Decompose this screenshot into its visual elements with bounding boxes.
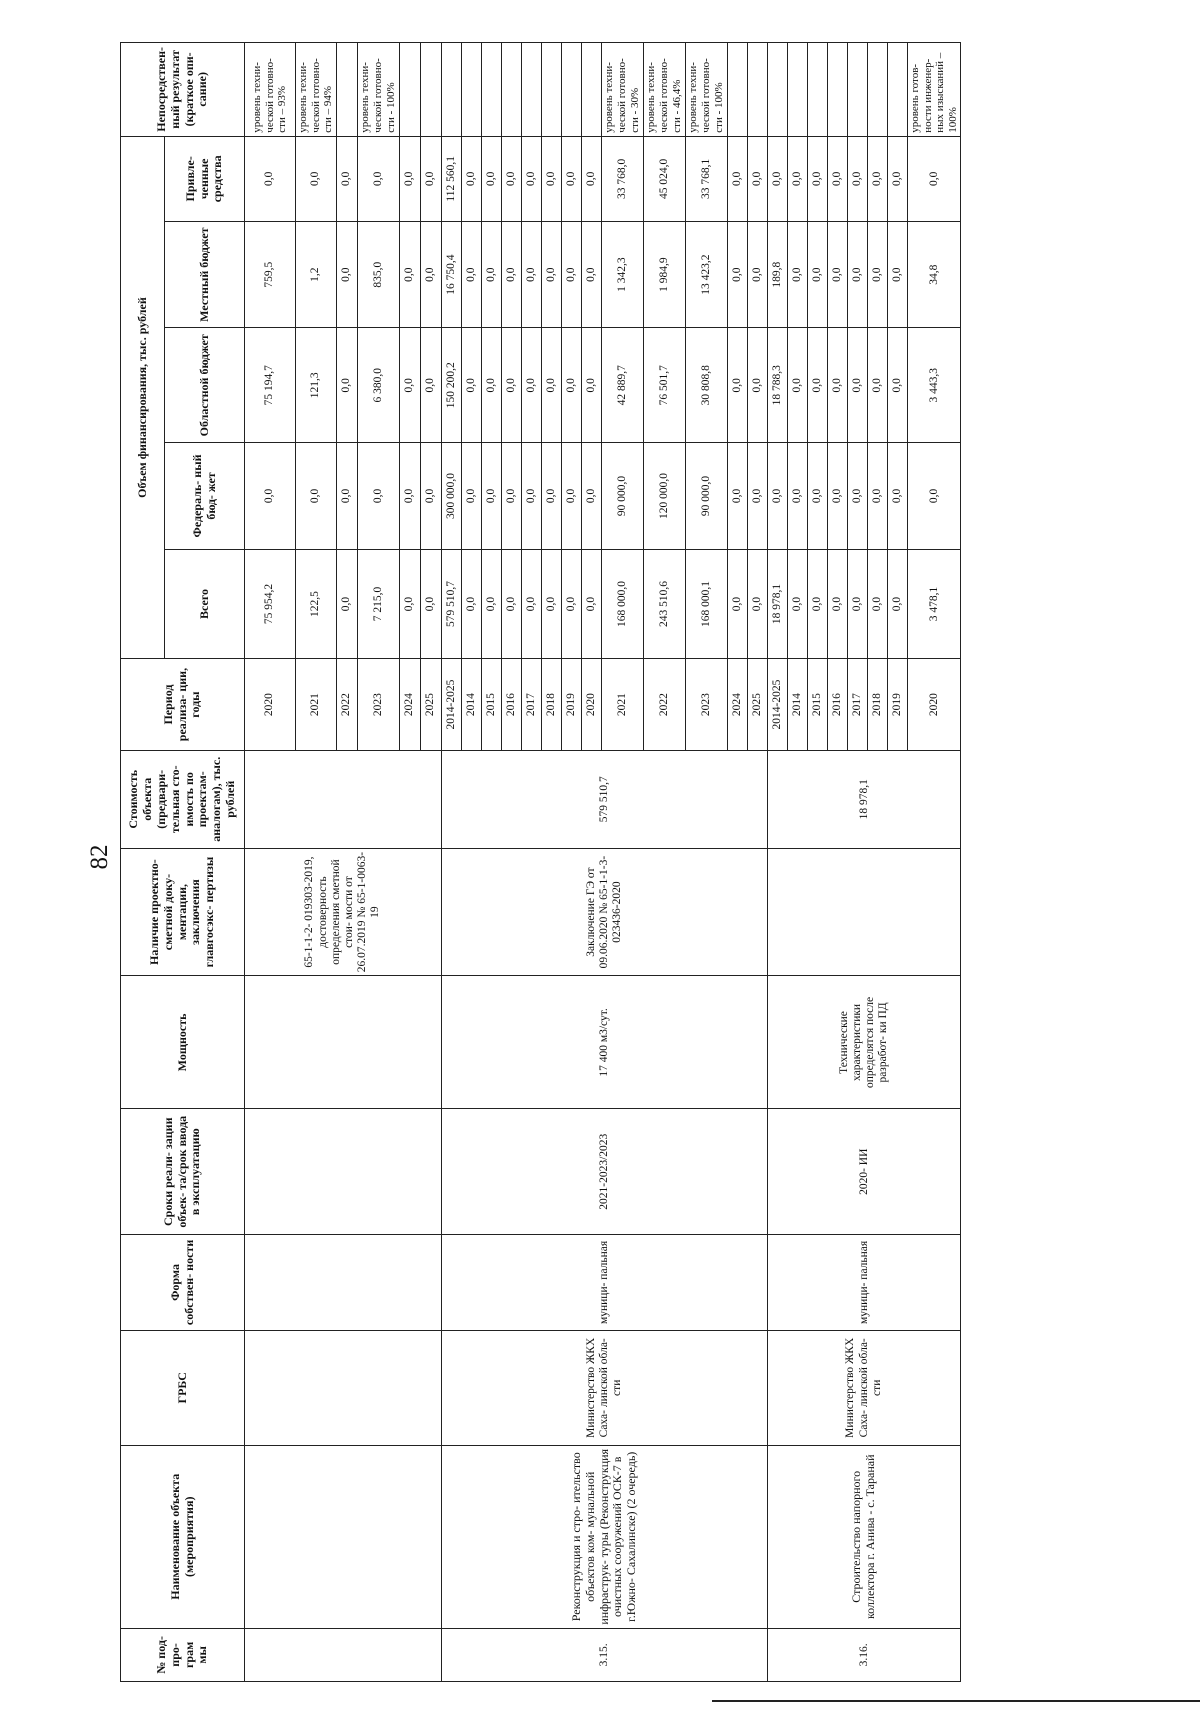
attracted-cell: 0,0 — [336, 136, 357, 221]
attracted-cell: 33 768,1 — [685, 136, 727, 221]
result-cell — [581, 43, 601, 137]
terms-cell: 2021-2023/2023 — [441, 1109, 767, 1235]
federal-cell: 0,0 — [867, 443, 887, 549]
local-cell: 0,0 — [807, 221, 827, 327]
regional-cell: 0,0 — [747, 328, 767, 443]
federal-cell: 0,0 — [336, 443, 357, 549]
result-cell — [461, 43, 481, 137]
period-cell: 2016 — [501, 659, 521, 751]
federal-cell: 0,0 — [727, 443, 747, 549]
grbs-cell: Министерство ЖКХ Саха- линской обла- сти — [441, 1330, 767, 1445]
attracted-cell: 0,0 — [767, 136, 787, 221]
result-cell — [420, 43, 441, 137]
result-cell: уровень готов- ности инженер- ных изысканий – 100% — [907, 43, 961, 137]
attracted-cell: 0,0 — [847, 136, 867, 221]
regional-cell: 0,0 — [501, 328, 521, 443]
federal-cell: 0,0 — [561, 443, 581, 549]
bottom-rule — [712, 1700, 1200, 1702]
total-cell: 0,0 — [501, 549, 521, 659]
attracted-cell: 0,0 — [481, 136, 501, 221]
period-cell: 2020 — [907, 659, 961, 751]
attracted-cell: 0,0 — [747, 136, 767, 221]
table-body — [245, 43, 961, 1682]
regional-cell: 0,0 — [561, 328, 581, 443]
result-cell — [501, 43, 521, 137]
result-cell — [336, 43, 357, 137]
federal-cell: 300 000,0 — [441, 443, 461, 549]
total-cell: 0,0 — [827, 549, 847, 659]
regional-cell: 121,3 — [296, 328, 337, 443]
period-cell: 2017 — [521, 659, 541, 751]
total-cell: 0,0 — [727, 549, 747, 659]
regional-cell: 0,0 — [867, 328, 887, 443]
total-cell: 122,5 — [296, 549, 337, 659]
total-cell: 168 000,0 — [601, 549, 643, 659]
attracted-cell: 0,0 — [521, 136, 541, 221]
federal-cell: 0,0 — [907, 443, 961, 549]
name-cell: Строительство напорного коллектора г. Анива - с. Таранай — [767, 1445, 961, 1628]
grbs-cell — [245, 1330, 442, 1445]
total-cell: 75 954,2 — [245, 549, 296, 659]
attracted-cell: 0,0 — [727, 136, 747, 221]
local-cell: 0,0 — [581, 221, 601, 327]
period-cell: 2024 — [399, 659, 420, 751]
regional-cell: 0,0 — [847, 328, 867, 443]
regional-cell: 0,0 — [541, 328, 561, 443]
result-cell: уровень техни- ческой готовно- сти – 94% — [296, 43, 337, 137]
attracted-cell: 33 768,0 — [601, 136, 643, 221]
num-cell: 3.15. — [441, 1628, 767, 1681]
total-cell: 0,0 — [461, 549, 481, 659]
local-cell: 0,0 — [521, 221, 541, 327]
regional-cell: 0,0 — [827, 328, 847, 443]
regional-cell: 0,0 — [581, 328, 601, 443]
period-cell: 2021 — [601, 659, 643, 751]
attracted-cell: 0,0 — [867, 136, 887, 221]
federal-cell: 0,0 — [481, 443, 501, 549]
result-cell — [867, 43, 887, 137]
regional-cell: 0,0 — [807, 328, 827, 443]
period-cell: 2015 — [807, 659, 827, 751]
federal-cell: 0,0 — [399, 443, 420, 549]
federal-cell: 0,0 — [887, 443, 907, 549]
name-cell: Реконструкция и стро- ительство объектов ком- мунальной инфраструк- туры (Реконструкция очистных сооружений ОСК-7 в г.Южно- Сахалинске) (2 очередь) — [441, 1445, 767, 1628]
attracted-cell: 0,0 — [887, 136, 907, 221]
result-cell — [541, 43, 561, 137]
regional-cell: 18 788,3 — [767, 328, 787, 443]
result-cell — [807, 43, 827, 137]
local-cell: 0,0 — [461, 221, 481, 327]
result-cell — [561, 43, 581, 137]
psd-cell: Заключение ГЭ от 09.06.2020 № 65-1-1-3- 023436-2020 — [441, 848, 767, 976]
result-cell — [787, 43, 807, 137]
attracted-cell: 45 024,0 — [643, 136, 685, 221]
local-cell: 1 984,9 — [643, 221, 685, 327]
federal-cell: 0,0 — [501, 443, 521, 549]
local-cell: 835,0 — [357, 221, 399, 327]
total-cell: 3 478,1 — [907, 549, 961, 659]
header-result: Непосредствен- ный результат (краткое опи- сание) — [121, 43, 245, 137]
ownership-cell: муници- пальная — [767, 1235, 961, 1331]
local-cell: 0,0 — [827, 221, 847, 327]
period-cell: 2020 — [245, 659, 296, 751]
regional-cell: 76 501,7 — [643, 328, 685, 443]
period-cell: 2014-2025 — [767, 659, 787, 751]
header-regional: Областной бюджет — [165, 328, 245, 443]
regional-cell: 42 889,7 — [601, 328, 643, 443]
name-cell — [245, 1445, 442, 1628]
period-cell: 2019 — [887, 659, 907, 751]
result-cell: уровень техни- ческой готовно- сти - 30% — [601, 43, 643, 137]
header-terms: Сроки реали- зации объек- та/срок ввода в эксплуатацию — [121, 1109, 245, 1235]
terms-cell: 2020- ИИ — [767, 1109, 961, 1235]
attracted-cell: 0,0 — [296, 136, 337, 221]
header-grbs: ГРБС — [121, 1330, 245, 1445]
local-cell: 13 423,2 — [685, 221, 727, 327]
header-ownership: Форма собствен- ности — [121, 1235, 245, 1331]
cost-cell: 18 978,1 — [767, 750, 961, 848]
local-cell: 0,0 — [501, 221, 521, 327]
period-cell: 2018 — [541, 659, 561, 751]
federal-cell: 0,0 — [767, 443, 787, 549]
num-cell: 3.16. — [767, 1628, 961, 1681]
header-psd: Наличие проектно- сметной доку- ментации, заключения главгосэкс- пертизы — [121, 848, 245, 976]
capacity-cell: Технические характеристики определятся после разработ- ки ПД — [767, 976, 961, 1109]
regional-cell: 150 200,2 — [441, 328, 461, 443]
terms-cell — [245, 1109, 442, 1235]
local-cell: 0,0 — [561, 221, 581, 327]
attracted-cell: 0,0 — [561, 136, 581, 221]
total-cell: 0,0 — [481, 549, 501, 659]
regional-cell: 30 808,8 — [685, 328, 727, 443]
federal-cell: 0,0 — [747, 443, 767, 549]
federal-cell: 0,0 — [581, 443, 601, 549]
local-cell: 189,8 — [767, 221, 787, 327]
psd-cell — [767, 848, 961, 976]
attracted-cell: 0,0 — [357, 136, 399, 221]
num-cell — [245, 1628, 442, 1681]
period-cell: 2022 — [643, 659, 685, 751]
total-cell: 0,0 — [581, 549, 601, 659]
federal-cell: 0,0 — [521, 443, 541, 549]
period-cell: 2018 — [867, 659, 887, 751]
regional-cell: 0,0 — [521, 328, 541, 443]
total-cell: 0,0 — [336, 549, 357, 659]
attracted-cell: 0,0 — [399, 136, 420, 221]
total-cell: 0,0 — [541, 549, 561, 659]
header-num: № под- про- грам мы — [121, 1628, 245, 1681]
federal-cell: 0,0 — [807, 443, 827, 549]
regional-cell: 0,0 — [336, 328, 357, 443]
attracted-cell: 0,0 — [787, 136, 807, 221]
period-cell: 2014 — [461, 659, 481, 751]
period-cell: 2024 — [727, 659, 747, 751]
attracted-cell: 0,0 — [420, 136, 441, 221]
result-cell — [727, 43, 747, 137]
header-funding: Объем финансирования, тыс. рублей — [121, 136, 165, 659]
local-cell: 0,0 — [887, 221, 907, 327]
result-cell — [887, 43, 907, 137]
federal-cell: 0,0 — [461, 443, 481, 549]
result-cell — [441, 43, 461, 137]
psd-cell: 65-1-1-2- 019303-2019, достоверность определения сметной стои- мости от 26.07.2019 № 65-1-0063-19 — [245, 848, 442, 976]
period-cell: 2025 — [420, 659, 441, 751]
total-cell: 0,0 — [807, 549, 827, 659]
header-name: Наименование объекта (мероприятия) — [121, 1445, 245, 1628]
attracted-cell: 0,0 — [581, 136, 601, 221]
local-cell: 34,8 — [907, 221, 961, 327]
header-period: Период реализа- ции, годы — [121, 659, 245, 751]
header-total: Всего — [165, 549, 245, 659]
attracted-cell: 0,0 — [827, 136, 847, 221]
header-attracted: Привле- ченные средства — [165, 136, 245, 221]
result-cell — [767, 43, 787, 137]
local-cell: 0,0 — [747, 221, 767, 327]
total-cell: 168 000,1 — [685, 549, 727, 659]
period-cell: 2015 — [481, 659, 501, 751]
period-cell: 2021 — [296, 659, 337, 751]
table-header — [121, 43, 245, 1682]
local-cell: 0,0 — [481, 221, 501, 327]
result-cell — [827, 43, 847, 137]
total-cell: 0,0 — [847, 549, 867, 659]
cost-cell — [245, 750, 442, 848]
federal-cell: 90 000,0 — [601, 443, 643, 549]
federal-cell: 120 000,0 — [643, 443, 685, 549]
federal-cell: 0,0 — [245, 443, 296, 549]
period-cell: 2017 — [847, 659, 867, 751]
total-cell: 243 510,6 — [643, 549, 685, 659]
local-cell: 0,0 — [336, 221, 357, 327]
total-cell: 0,0 — [867, 549, 887, 659]
local-cell: 1,2 — [296, 221, 337, 327]
period-cell: 2014-2025 — [441, 659, 461, 751]
rotated-table-wrapper — [120, 42, 1065, 1682]
result-cell — [521, 43, 541, 137]
attracted-cell: 0,0 — [245, 136, 296, 221]
table-row — [245, 43, 296, 1682]
result-cell — [481, 43, 501, 137]
capacity-cell: 17 400 м3/сут. — [441, 976, 767, 1109]
header-cost: Стоимость объекта (предвари- тельная сто- имость по проектам- аналогам), тыс. рублей — [121, 750, 245, 848]
attracted-cell: 0,0 — [461, 136, 481, 221]
total-cell: 0,0 — [399, 549, 420, 659]
attracted-cell: 0,0 — [541, 136, 561, 221]
regional-cell: 0,0 — [481, 328, 501, 443]
regional-cell: 0,0 — [787, 328, 807, 443]
federal-cell: 0,0 — [357, 443, 399, 549]
total-cell: 0,0 — [521, 549, 541, 659]
period-cell: 2016 — [827, 659, 847, 751]
regional-cell: 6 380,0 — [357, 328, 399, 443]
attracted-cell: 0,0 — [501, 136, 521, 221]
local-cell: 0,0 — [867, 221, 887, 327]
local-cell: 1 342,3 — [601, 221, 643, 327]
grbs-cell: Министерство ЖКХ Саха- линской обла- сти — [767, 1330, 961, 1445]
local-cell: 0,0 — [420, 221, 441, 327]
attracted-cell: 112 560,1 — [441, 136, 461, 221]
result-cell: уровень техни- ческой готовно- сти - 100% — [685, 43, 727, 137]
funding-table — [120, 42, 961, 1682]
period-cell: 2014 — [787, 659, 807, 751]
federal-cell: 0,0 — [827, 443, 847, 549]
regional-cell: 0,0 — [461, 328, 481, 443]
regional-cell: 3 443,3 — [907, 328, 961, 443]
total-cell: 7 215,0 — [357, 549, 399, 659]
attracted-cell: 0,0 — [807, 136, 827, 221]
total-cell: 0,0 — [420, 549, 441, 659]
regional-cell: 0,0 — [887, 328, 907, 443]
total-cell: 0,0 — [887, 549, 907, 659]
total-cell: 18 978,1 — [767, 549, 787, 659]
period-cell: 2020 — [581, 659, 601, 751]
period-cell: 2023 — [685, 659, 727, 751]
regional-cell: 0,0 — [399, 328, 420, 443]
result-cell — [847, 43, 867, 137]
local-cell: 0,0 — [847, 221, 867, 327]
table-row — [767, 43, 787, 1682]
result-cell — [399, 43, 420, 137]
result-cell: уровень техни- ческой готовно- сти – 93% — [245, 43, 296, 137]
total-cell: 579 510,7 — [441, 549, 461, 659]
total-cell: 0,0 — [787, 549, 807, 659]
page-number: 82 — [86, 844, 113, 870]
ownership-cell — [245, 1235, 442, 1331]
federal-cell: 90 000,0 — [685, 443, 727, 549]
regional-cell: 0,0 — [420, 328, 441, 443]
period-cell: 2025 — [747, 659, 767, 751]
regional-cell: 75 194,7 — [245, 328, 296, 443]
header-local: Местный бюджет — [165, 221, 245, 327]
federal-cell: 0,0 — [847, 443, 867, 549]
result-cell: уровень техни- ческой готовно- сти - 100% — [357, 43, 399, 137]
total-cell: 0,0 — [747, 549, 767, 659]
header-federal: Федераль- ный бюд- жет — [165, 443, 245, 549]
federal-cell: 0,0 — [420, 443, 441, 549]
header-capacity: Мощность — [121, 976, 245, 1109]
local-cell: 0,0 — [399, 221, 420, 327]
federal-cell: 0,0 — [787, 443, 807, 549]
capacity-cell — [245, 976, 442, 1109]
local-cell: 759,5 — [245, 221, 296, 327]
period-cell: 2019 — [561, 659, 581, 751]
table-row — [441, 43, 461, 1682]
result-cell: уровень техни- ческой готовно- сти - 46,4% — [643, 43, 685, 137]
federal-cell: 0,0 — [296, 443, 337, 549]
local-cell: 0,0 — [541, 221, 561, 327]
total-cell: 0,0 — [561, 549, 581, 659]
local-cell: 0,0 — [787, 221, 807, 327]
period-cell: 2023 — [357, 659, 399, 751]
ownership-cell: муници- пальная — [441, 1235, 767, 1331]
result-cell — [747, 43, 767, 137]
cost-cell: 579 510,7 — [441, 750, 767, 848]
local-cell: 0,0 — [727, 221, 747, 327]
period-cell: 2022 — [336, 659, 357, 751]
federal-cell: 0,0 — [541, 443, 561, 549]
regional-cell: 0,0 — [727, 328, 747, 443]
attracted-cell: 0,0 — [907, 136, 961, 221]
local-cell: 16 750,4 — [441, 221, 461, 327]
